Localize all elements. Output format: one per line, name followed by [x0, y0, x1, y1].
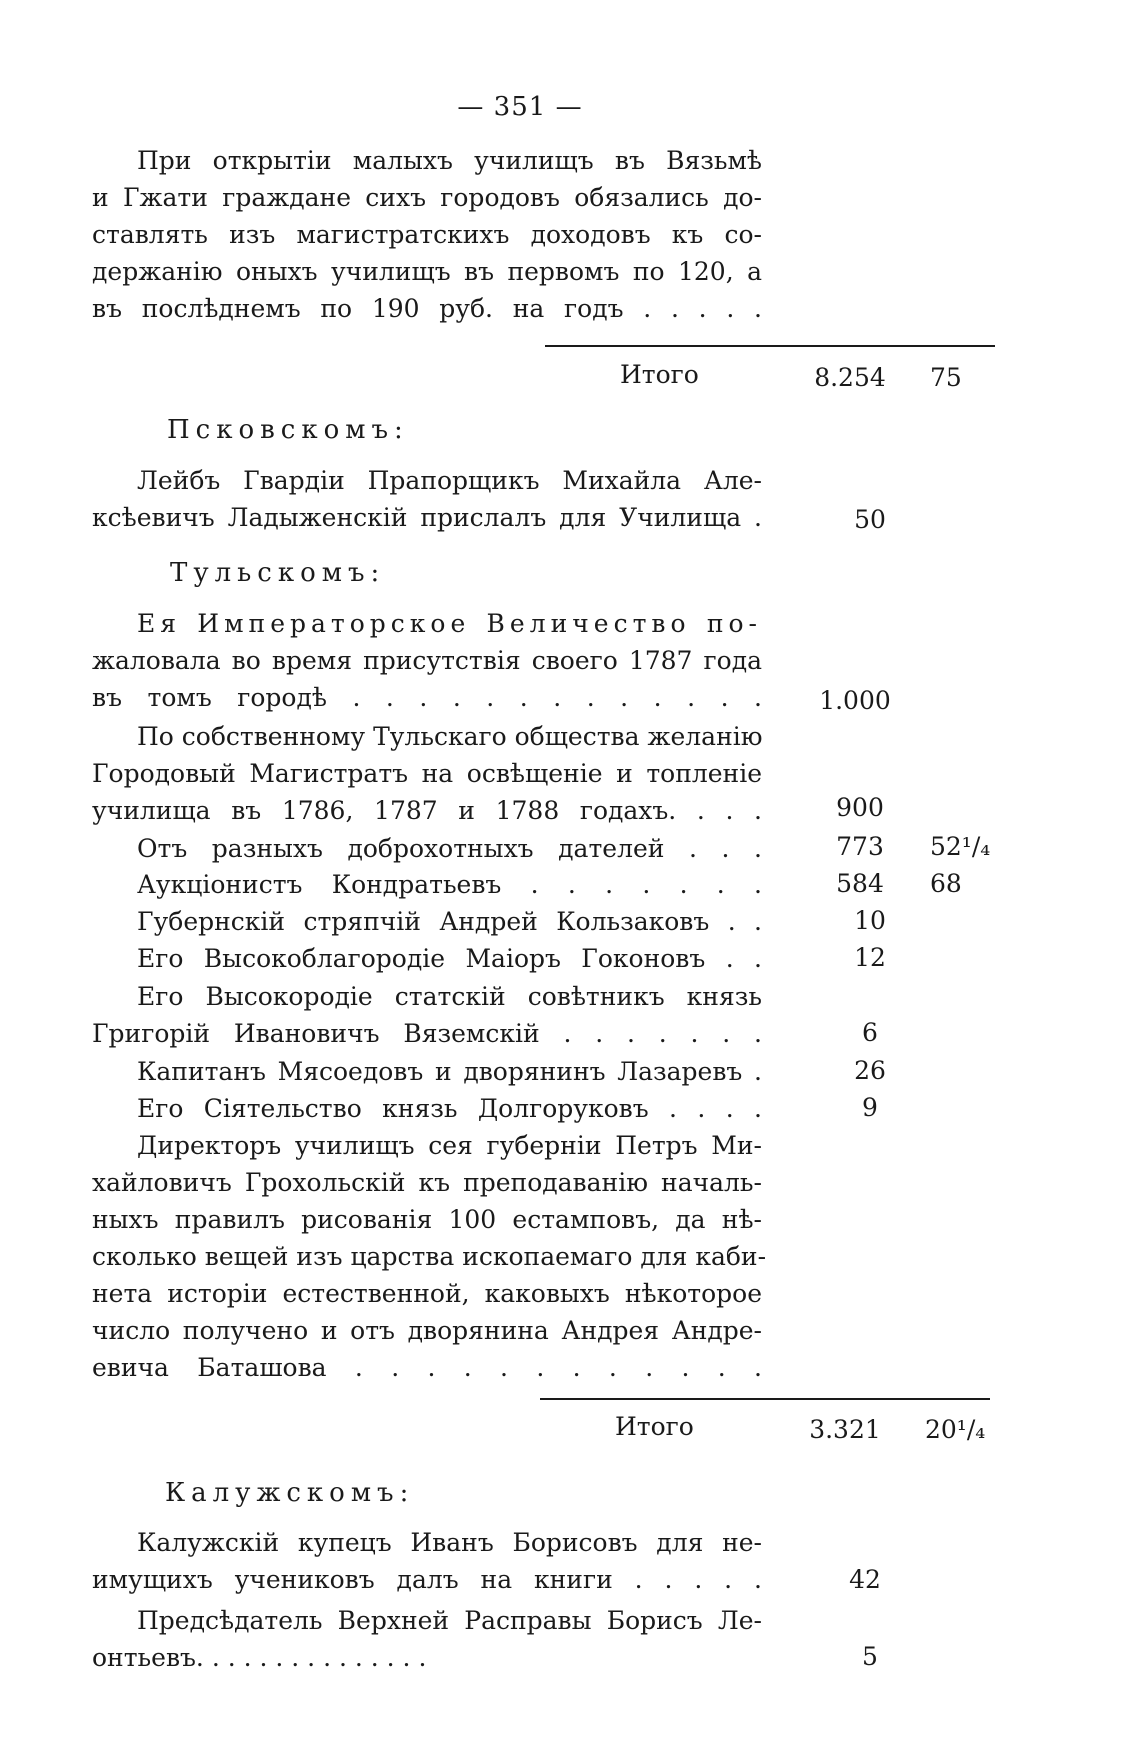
text-line: въ послѣднемъ по 190 руб. на годъ . . . . . [92, 294, 762, 323]
text-line: Директоръ училищъ сея губернiи Петръ Ми- [137, 1131, 762, 1160]
page-number: — 351 — [457, 92, 583, 122]
text-line: евича Баташова . . . . . . . . . . . . [92, 1353, 762, 1382]
text-line: и Гжати граждане сихъ городовъ обязались до- [92, 183, 762, 212]
entry-tula-1 [92, 605, 762, 716]
text-line: училища въ 1786, 1787 и 1788 годахъ. . . . [92, 796, 762, 825]
text-line: Предсѣдатель Верхней Расправы Борисъ Ле- [137, 1606, 762, 1635]
total-rub: 3.321 [809, 1415, 881, 1444]
text-line: число получено и отъ дворянина Андрея Андре- [92, 1316, 762, 1345]
intro-paragraph [92, 142, 762, 327]
text-line: въ томъ городѣ . . . . . . . . . . . . . [92, 683, 762, 712]
text-line: По собственному Тульскаго общества желанiю [137, 722, 763, 751]
text-line: Григорiй Ивановичъ Вяземскiй . . . . . . . [92, 1019, 762, 1048]
text-line: держанiю оныхъ училищъ въ первомъ по 120, а [92, 257, 762, 286]
text-line: Его Сiятельство князь Долгоруковъ . . . . [137, 1094, 762, 1123]
entry-tula-9 [92, 1090, 762, 1127]
amount-rub: 584 [836, 869, 884, 898]
section-heading-tula: Тульскомъ: [170, 558, 386, 588]
entry-tula-4 [92, 866, 762, 903]
amount-rub: 1.000 [819, 686, 891, 715]
amount-rub: 5 [862, 1642, 878, 1671]
entry-tula-10 [92, 1127, 767, 1386]
entry-kaluga-1 [92, 1524, 762, 1598]
amount-rub: 50 [854, 505, 886, 534]
text-line: имущихъ учениковъ далъ на книги . . . . . [92, 1565, 762, 1594]
text-line: Его Высокоблагородiе Маiоръ Гоконовъ . . [137, 944, 762, 973]
total-label: Итого [615, 1412, 694, 1441]
text-line: сколько вещей изъ царства ископаемаго для каби- [92, 1242, 767, 1271]
amount-rub: 10 [854, 906, 886, 935]
amount-rub: 12 [854, 943, 886, 972]
text-line: Городовый Магистратъ на освѣщенiе и топленiе [92, 759, 762, 788]
amount-rub: 773 [836, 832, 884, 861]
total-rule [545, 345, 995, 347]
entry-tula-8 [92, 1053, 762, 1090]
text-line: ныхъ правилъ рисованiя 100 естамповъ, да нѣ- [92, 1205, 762, 1234]
entry-tula-6 [92, 940, 762, 977]
amount-kop: 52¹/₄ [930, 832, 991, 861]
text-line: жаловала во время присутствiя своего 1787 года [92, 646, 762, 675]
entry-tula-7 [92, 978, 762, 1052]
section-heading-pskov: Псковскомъ: [167, 415, 409, 445]
text-line: Лейбъ Гвардiи Прапорщикъ Михайла Але- [137, 466, 762, 495]
text-line: Его Высокородiе статскiй совѣтникъ князь [137, 982, 762, 1011]
total-kop: 75 [930, 363, 962, 392]
text-line: онтьевъ. . . . . . . . . . . . . . . [92, 1643, 427, 1672]
amount-rub: 42 [849, 1565, 881, 1594]
amount-rub: 900 [836, 793, 884, 822]
text-line: нета исторiи естественной, каковыхъ нѣкоторое [92, 1279, 762, 1308]
text-line: При открытiи малыхъ училищъ въ Вязьмѣ [137, 146, 762, 175]
amount-rub: 9 [862, 1093, 878, 1122]
amount-rub: 26 [854, 1056, 886, 1085]
total-rule [540, 1398, 990, 1400]
text-line: ксѣевичъ Ладыженскiй прислалъ для Училища . [92, 503, 762, 532]
text-line: хайловичъ Грохольскiй къ преподаванiю началь- [92, 1168, 762, 1197]
entry-tula-5 [92, 903, 762, 940]
text-line: Отъ разныхъ доброхотныхъ дателей . . . [137, 834, 762, 863]
total-label: Итого [620, 360, 699, 389]
amount-kop: 68 [930, 869, 962, 898]
section-heading-kaluga: Калужскомъ: [165, 1478, 415, 1508]
text-line: Калужскiй купецъ Иванъ Борисовъ для не- [137, 1528, 762, 1557]
entry-tula-2 [92, 718, 762, 829]
text-line: Капитанъ Мясоедовъ и дворянинъ Лазаревъ . [137, 1057, 762, 1086]
entry-tula-3 [92, 830, 762, 867]
text-line: Губернскiй стряпчiй Андрей Кользаковъ . . [137, 907, 762, 936]
total-rub: 8.254 [814, 363, 886, 392]
text-line: Ея Императорское Величество по- [137, 609, 762, 638]
text-line: Аукцiонистъ Кондратьевъ . . . . . . . [137, 870, 762, 899]
total-kop: 20¹/₄ [925, 1415, 986, 1444]
entry-kaluga-2 [92, 1602, 762, 1676]
amount-rub: 6 [862, 1018, 878, 1047]
entry-pskov [92, 462, 762, 536]
text-line: ставлять изъ магистратскихъ доходовъ къ со- [92, 220, 762, 249]
